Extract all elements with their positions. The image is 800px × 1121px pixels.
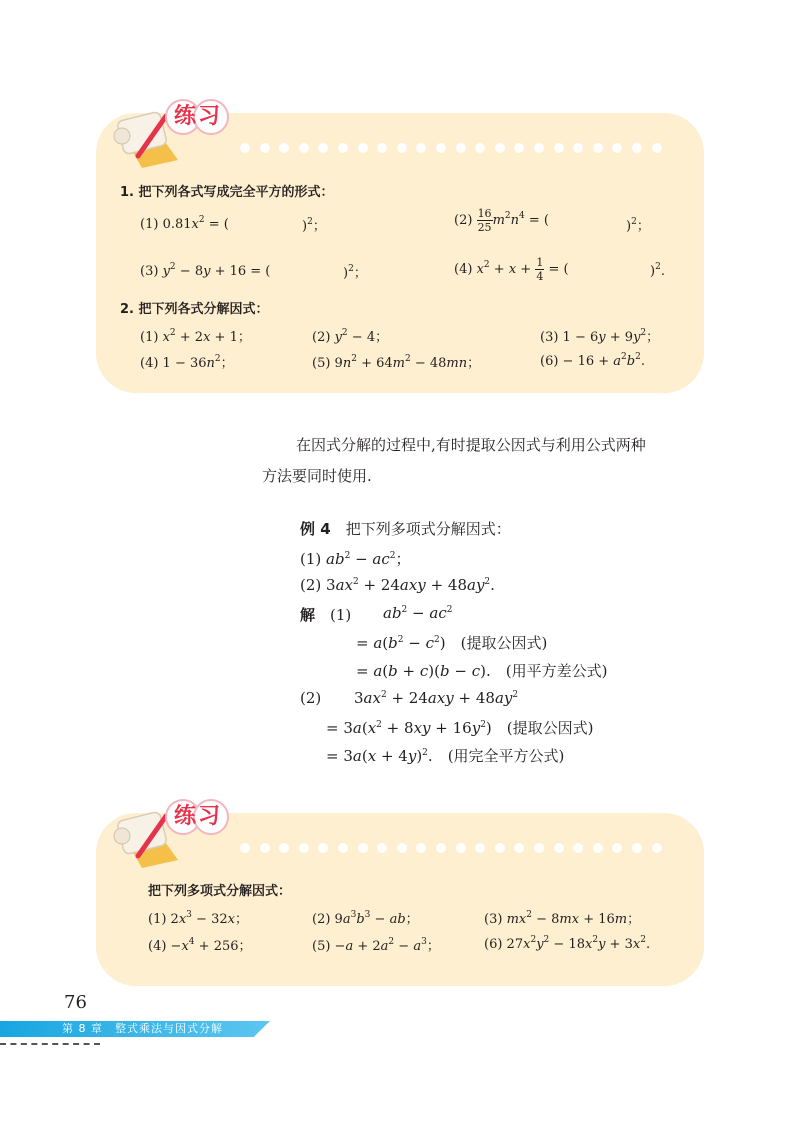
dot-row-2 — [240, 843, 760, 853]
decor-dot — [318, 143, 328, 153]
decor-dot — [338, 843, 348, 853]
fraction-1-4: $\frac{1}{4}$ — [536, 256, 544, 283]
q1-item-2: (2) $\frac{16}{25}$ $m^2n^4$ = ( — [454, 207, 549, 234]
decor-dot — [240, 843, 250, 853]
q2-item-1: (1) $x^2 + 2x + 1$； — [140, 328, 251, 345]
solution-line-2: = $a(b^2 - c^2)$ (提取公因式) — [356, 634, 548, 652]
decor-dot — [358, 143, 368, 153]
q2-item-6: $(6) - 16 + a^2b^2$. — [540, 352, 645, 369]
decor-dot — [514, 843, 524, 853]
decor-dot — [475, 143, 485, 153]
decor-dot — [358, 843, 368, 853]
dot-row-1 — [240, 143, 760, 153]
solution-line-6: = $3a(x + 4y)^2$. (用完全平方公式) — [326, 747, 565, 765]
q2-item-5: (5) $9n^2 + 64m^2 - 48mn$； — [312, 354, 481, 371]
example-part-2: (2) $3ax^2 + 24axy + 48ay^2$. — [300, 576, 495, 594]
practice-badge-label: 练习 — [173, 104, 222, 129]
decor-dot — [279, 843, 289, 853]
chapter-title: 第 8 章 整式乘法与因式分解 — [62, 1022, 223, 1035]
fraction-16-25: $\frac{16}{25}$ — [477, 207, 492, 234]
p2-item-2: (2) $9a^3b^3$ − ab； — [312, 910, 419, 927]
solution-line-1: 解 (1) — [300, 606, 352, 624]
p2-heading: 把下列多项式分解因式： — [148, 884, 292, 899]
practice-badge-1 — [108, 96, 238, 176]
decor-dot — [377, 843, 387, 853]
decor-dot — [573, 843, 583, 853]
decor-dot — [612, 843, 622, 853]
q1-item-1: (1) $0.81x^2$ = ( — [140, 215, 229, 232]
solution-line-5: = $3a(x^2 + 8xy + 16y^2)$ (提取公因式) — [326, 719, 594, 737]
decor-dot — [652, 843, 662, 853]
decor-dot — [240, 143, 250, 153]
p2-item-4: $(4) -x^4 + 256$； — [148, 937, 252, 954]
footer-divider — [0, 1043, 100, 1045]
decor-dot — [299, 843, 309, 853]
q2-item-3: (3) $1 - 6y + 9y^2$； — [540, 328, 660, 345]
decor-dot — [612, 143, 622, 153]
decor-dot — [279, 143, 289, 153]
q2-item-2: (2) $y^2 - 4$； — [312, 328, 389, 345]
q1-item-3-close: )$^2$； — [343, 264, 367, 281]
decor-dot — [514, 143, 524, 153]
decor-dot — [299, 143, 309, 153]
decor-dot — [554, 843, 564, 853]
decor-dot — [456, 143, 466, 153]
q2-heading: 2. 把下列各式分解因式： — [120, 302, 269, 317]
decor-dot — [534, 843, 544, 853]
decor-dot — [495, 143, 505, 153]
paragraph-line-2: 方法要同时使用. — [262, 467, 372, 485]
p2-item-3: (3) $mx^2 - 8mx + 16m$； — [484, 910, 641, 927]
decor-dot — [593, 843, 603, 853]
decor-dot — [632, 143, 642, 153]
decor-dot — [573, 143, 583, 153]
example-heading: 例 4 把下列多项式分解因式： — [300, 520, 511, 538]
q1-item-4-close: )$^2$. — [650, 262, 665, 279]
example-part-1: (1) $ab^2 - ac^2$； — [300, 550, 411, 568]
decor-dot — [652, 143, 662, 153]
p2-item-1: (1) $2x^3 - 32x$； — [148, 910, 248, 927]
decor-dot — [416, 843, 426, 853]
decor-dot — [397, 843, 407, 853]
q1-heading: 1. 把下列各式写成完全平方的形式： — [120, 185, 334, 200]
page-number: 76 — [64, 992, 87, 1013]
q1-item-3: (3) $y^2 - 8y + 16$ = ( — [140, 262, 271, 279]
decor-dot — [456, 843, 466, 853]
decor-dot — [554, 143, 564, 153]
decor-dot — [436, 843, 446, 853]
decor-dot — [338, 143, 348, 153]
q1-item-4: (4) $x^2 + x$ + $\frac{1}{4}$ = ( — [454, 256, 569, 283]
decor-dot — [495, 843, 505, 853]
q1-item-2-close: )$^2$； — [626, 217, 650, 234]
decor-dot — [318, 843, 328, 853]
solution-line-1-expr: $ab^2 - ac^2$ — [383, 604, 453, 622]
decor-dot — [436, 143, 446, 153]
q2-item-4: (4) $1 - 36n^2$； — [140, 354, 234, 371]
p2-item-6: (6) $27x^2y^2 - 18x^2y + 3x^2$. — [484, 935, 651, 952]
q1-item-1-close: )$^2$； — [302, 217, 326, 234]
solution-line-4-expr: $3ax^2 + 24axy + 48ay^2$ — [354, 689, 519, 707]
solution-line-4: (2) — [300, 689, 322, 707]
decor-dot — [260, 143, 270, 153]
decor-dot — [260, 843, 270, 853]
decor-dot — [475, 843, 485, 853]
decor-dot — [593, 143, 603, 153]
solution-line-3: = a(b + c)(b − c). (用平方差公式) — [356, 662, 608, 680]
p2-item-5: $(5) -a + 2a^2 - a^3$； — [312, 937, 440, 954]
paragraph-line-1: 在因式分解的过程中,有时提取公因式与利用公式两种 — [296, 436, 646, 454]
practice-badge-label: 练习 — [173, 804, 222, 829]
decor-dot — [632, 843, 642, 853]
practice-badge-2 — [108, 796, 238, 876]
decor-dot — [397, 143, 407, 153]
decor-dot — [377, 143, 387, 153]
decor-dot — [416, 143, 426, 153]
decor-dot — [534, 143, 544, 153]
